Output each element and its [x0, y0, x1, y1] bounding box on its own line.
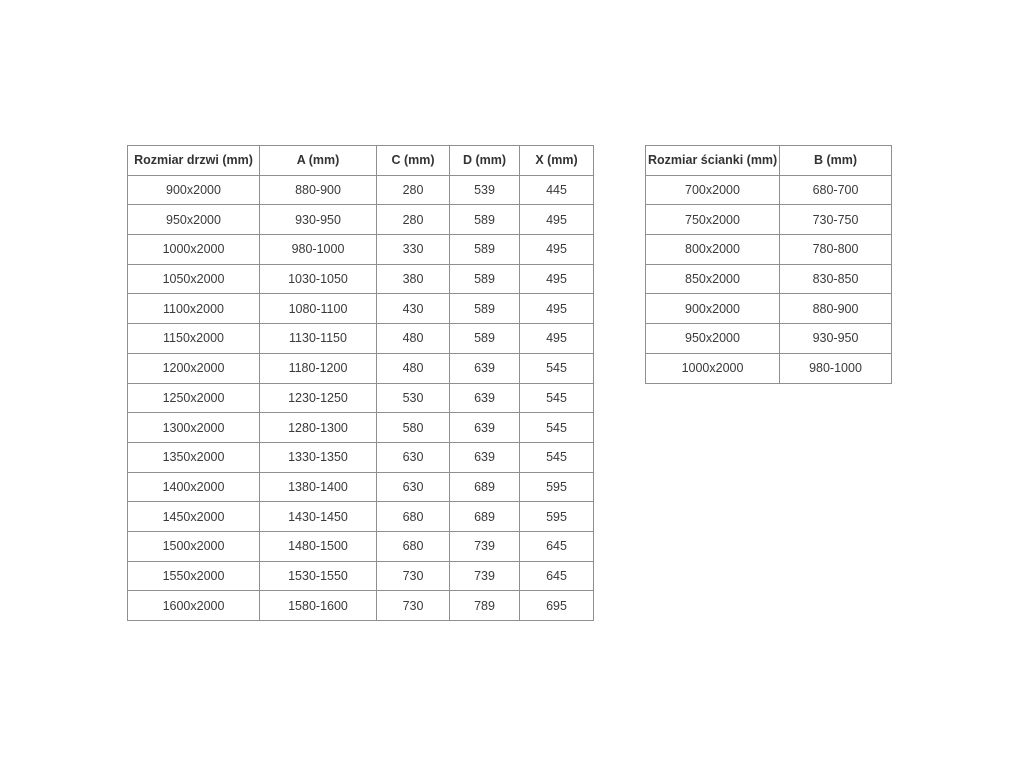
table-cell: 1080-1100: [260, 294, 377, 324]
table-cell: 530: [377, 383, 450, 413]
table-row: [128, 235, 594, 265]
table-cell: 1450x2000: [128, 502, 260, 532]
table-row: [646, 205, 892, 235]
table-cell: 639: [450, 442, 520, 472]
table-cell: 680-700: [780, 175, 892, 205]
table-cell: 1400x2000: [128, 472, 260, 502]
table-cell: 1030-1050: [260, 264, 377, 294]
table-cell: 780-800: [780, 235, 892, 265]
table-cell: 689: [450, 472, 520, 502]
table-header-cell: B (mm): [780, 146, 892, 176]
table-row: [646, 294, 892, 324]
table-cell: 900x2000: [128, 175, 260, 205]
table-cell: 630: [377, 472, 450, 502]
table-header-cell: Rozmiar drzwi (mm): [128, 146, 260, 176]
table-row: [128, 205, 594, 235]
table-header-cell: D (mm): [450, 146, 520, 176]
table-cell: 545: [520, 353, 594, 383]
wall-panel-size-table: [645, 145, 892, 384]
table-cell: 1580-1600: [260, 591, 377, 621]
table-cell: 495: [520, 235, 594, 265]
door-size-table: [127, 145, 594, 621]
table-cell: 830-850: [780, 264, 892, 294]
table-cell: 589: [450, 235, 520, 265]
table-cell: 595: [520, 472, 594, 502]
table-row: [128, 502, 594, 532]
table-cell: 645: [520, 561, 594, 591]
table-cell: 280: [377, 205, 450, 235]
table-cell: 900x2000: [646, 294, 780, 324]
table-cell: 589: [450, 324, 520, 354]
table-cell: 980-1000: [260, 235, 377, 265]
table-cell: 930-950: [260, 205, 377, 235]
table-cell: 630: [377, 442, 450, 472]
table-cell: 1530-1550: [260, 561, 377, 591]
table-cell: 645: [520, 531, 594, 561]
door-table-header: [128, 146, 594, 176]
table-row: [128, 531, 594, 561]
wall-table-body: [646, 175, 892, 383]
table-cell: 1250x2000: [128, 383, 260, 413]
table-cell: 1000x2000: [128, 235, 260, 265]
table-cell: 1130-1150: [260, 324, 377, 354]
table-cell: 445: [520, 175, 594, 205]
table-cell: 1500x2000: [128, 531, 260, 561]
table-cell: 739: [450, 561, 520, 591]
table-cell: 1000x2000: [646, 353, 780, 383]
table-header-cell: C (mm): [377, 146, 450, 176]
table-header-cell: X (mm): [520, 146, 594, 176]
table-cell: 1300x2000: [128, 413, 260, 443]
table-cell: 1200x2000: [128, 353, 260, 383]
table-cell: 730-750: [780, 205, 892, 235]
table-cell: 639: [450, 353, 520, 383]
table-row: [128, 442, 594, 472]
table-row: [646, 353, 892, 383]
table-cell: 480: [377, 324, 450, 354]
table-cell: 880-900: [260, 175, 377, 205]
table-cell: 1600x2000: [128, 591, 260, 621]
table-cell: 545: [520, 442, 594, 472]
table-cell: 680: [377, 502, 450, 532]
table-cell: 980-1000: [780, 353, 892, 383]
table-cell: 1350x2000: [128, 442, 260, 472]
table-cell: 1230-1250: [260, 383, 377, 413]
table-cell: 430: [377, 294, 450, 324]
table-row: [128, 472, 594, 502]
table-cell: 589: [450, 264, 520, 294]
table-cell: 850x2000: [646, 264, 780, 294]
table-cell: 1480-1500: [260, 531, 377, 561]
table-cell: 480: [377, 353, 450, 383]
table-row: [128, 264, 594, 294]
table-row: [128, 591, 594, 621]
table-cell: 739: [450, 531, 520, 561]
table-cell: 880-900: [780, 294, 892, 324]
table-cell: 1380-1400: [260, 472, 377, 502]
table-header-row: [128, 146, 594, 176]
table-cell: 689: [450, 502, 520, 532]
table-row: [128, 413, 594, 443]
table-row: [128, 324, 594, 354]
table-cell: 639: [450, 383, 520, 413]
table-cell: 539: [450, 175, 520, 205]
table-cell: 800x2000: [646, 235, 780, 265]
table-row: [646, 324, 892, 354]
table-cell: 495: [520, 264, 594, 294]
table-cell: 730: [377, 591, 450, 621]
table-cell: 700x2000: [646, 175, 780, 205]
table-header-row: [646, 146, 892, 176]
table-cell: 1050x2000: [128, 264, 260, 294]
table-cell: 1100x2000: [128, 294, 260, 324]
table-cell: 1150x2000: [128, 324, 260, 354]
table-cell: 695: [520, 591, 594, 621]
table-cell: 1430-1450: [260, 502, 377, 532]
table-row: [128, 561, 594, 591]
table-row: [128, 383, 594, 413]
table-row: [646, 264, 892, 294]
table-row: [128, 175, 594, 205]
table-cell: 589: [450, 294, 520, 324]
table-header-cell: A (mm): [260, 146, 377, 176]
table-cell: 1280-1300: [260, 413, 377, 443]
table-cell: 789: [450, 591, 520, 621]
table-cell: 495: [520, 294, 594, 324]
table-row: [646, 235, 892, 265]
table-cell: 1180-1200: [260, 353, 377, 383]
table-cell: 930-950: [780, 324, 892, 354]
wall-table-header: [646, 146, 892, 176]
table-row: [128, 353, 594, 383]
table-cell: 950x2000: [128, 205, 260, 235]
table-cell: 680: [377, 531, 450, 561]
table-row: [128, 294, 594, 324]
door-table-body: [128, 175, 594, 620]
table-cell: 950x2000: [646, 324, 780, 354]
table-row: [646, 175, 892, 205]
table-cell: 750x2000: [646, 205, 780, 235]
table-cell: 330: [377, 235, 450, 265]
table-cell: 580: [377, 413, 450, 443]
table-cell: 495: [520, 324, 594, 354]
table-cell: 545: [520, 383, 594, 413]
table-cell: 280: [377, 175, 450, 205]
table-cell: 1330-1350: [260, 442, 377, 472]
table-cell: 380: [377, 264, 450, 294]
table-cell: 639: [450, 413, 520, 443]
table-header-cell: Rozmiar ścianki (mm): [646, 146, 780, 176]
table-cell: 589: [450, 205, 520, 235]
table-cell: 1550x2000: [128, 561, 260, 591]
table-cell: 595: [520, 502, 594, 532]
table-cell: 730: [377, 561, 450, 591]
table-cell: 495: [520, 205, 594, 235]
table-cell: 545: [520, 413, 594, 443]
